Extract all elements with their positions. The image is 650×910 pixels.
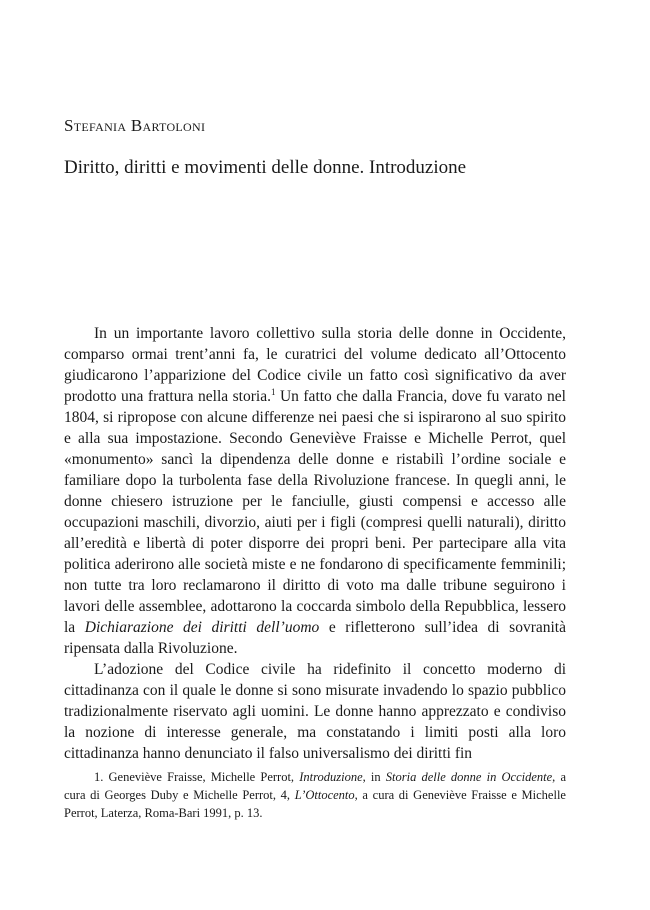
footnote-italic-3: L’Ottocento bbox=[294, 788, 355, 802]
paragraph-1-part-1: In un importante lavoro collettivo sulla storia delle donne in Occidente, comparso ormai trent’anni fa, le curatrici del volume dedicato all’Ottocento giudicarono l’apparizione del Codice civile un fatto così significativo da aver prodotto una frattura nella storia. bbox=[64, 325, 566, 405]
footnote-italic-2: Storia delle donne in Occidente bbox=[385, 770, 553, 784]
footnote-text-1: 1. Geneviève Fraisse, Michelle Perrot, bbox=[94, 770, 300, 784]
footnote-text-2: , in bbox=[362, 770, 386, 784]
chapter-title: Diritto, diritti e movimenti delle donne. Introduzione bbox=[64, 157, 467, 178]
footnote-reference[interactable]: 1 bbox=[270, 386, 276, 397]
footnote-italic-1: Introduzione bbox=[299, 770, 363, 784]
footnote bbox=[64, 768, 566, 822]
footnote-text-4: , a cura di Geneviève Fraisse e Michelle Perrot, Laterza, Roma-Bari 1991, p. 13. bbox=[64, 788, 566, 820]
author-name: Stefania Bartoloni bbox=[64, 116, 206, 135]
body-text bbox=[64, 323, 566, 764]
paragraph-1-part-2: Un fatto che dalla Francia, dove fu varato nel 1804, si ripropose con alcune differenze nei paesi che si ispirarono al suo spirito e alla sua impostazione. Secondo Geneviève Fraisse e Michelle Perrot, quel «monumento» sancì la dipendenza delle donne e ristabilì l’ordine sociale e familiare dopo la turbolenta fase della Rivoluzione francese. In quegli anni, le donne chiesero istruzione per le fanciulle, giusti compensi e accesso alle occupazioni maschili, divorzio, aiuti per i figli (compresi quelli naturali), diritto all’eredità e libertà di poter disporre dei propri beni. Per partecipare alla vita politica aderirono alle società miste e ne fondarono di specificamente femminili; non tutte tra loro reclamarono il diritto di voto ma dalle tribune seguirono i lavori delle assemblee, adottarono la coccarda simbolo della Repubblica, lessero la bbox=[64, 388, 566, 636]
paragraph-1-italic-title: Dichiarazione dei diritti dell’uomo bbox=[84, 619, 320, 636]
paragraph-1-part-3: e rifletterono sull’idea di sovranità ripensata dalla Rivoluzione. bbox=[64, 619, 566, 657]
footnote-text-3: , a cura di Georges Duby e Michelle Perrot, 4, bbox=[64, 770, 566, 802]
paragraph-1 bbox=[64, 323, 566, 659]
paragraph-2: L’adozione del Codice civile ha ridefinito il concetto moderno di cittadinanza con il quale le donne si sono misurate invadendo lo spazio pubblico tradizionalmente riservato agli uomini. Le donne hanno apprezzato e condiviso la nozione di interesse generale, ma constatando i limiti posti alla loro cittadinanza hanno denunciato il falso universalismo dei diritti fin bbox=[64, 661, 566, 762]
